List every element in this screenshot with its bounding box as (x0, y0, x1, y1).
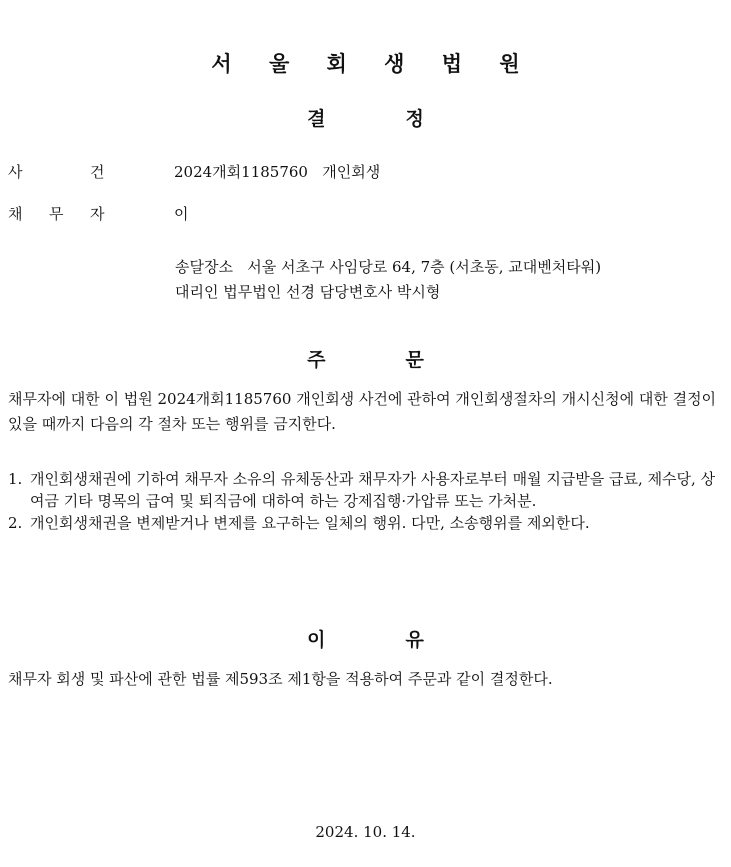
decision-heading (0, 104, 731, 131)
order-heading-char-1: 주 (307, 349, 326, 371)
debtor-name: 이 (174, 205, 189, 223)
decision-date: 2024. 10. 14. (315, 823, 416, 841)
court-name: 서 울 회 생 법 원 (211, 52, 535, 76)
list-item-text: 개인회생채권을 변제받거나 변제를 요구하는 일체의 행위. 다만, 소송행위를 제외한다. (30, 514, 590, 532)
case-label: 사 건 (8, 163, 105, 181)
decision-heading-char-2: 정 (405, 108, 424, 130)
representative-line: 대리인 법무법인 선경 담당변호사 박시형 (175, 283, 441, 301)
decision-heading-char-1: 결 (307, 108, 326, 130)
list-item (8, 468, 724, 512)
address-label: 송달장소 (175, 258, 233, 276)
list-item (8, 512, 724, 534)
order-items-list (8, 468, 724, 534)
address-line (175, 255, 601, 280)
list-item-text: 개인회생채권에 기하여 채무자 소유의 유체동산과 채무자가 사용자로부터 매월 지급받을 급료, 제수당, 상여금 기타 명목의 급여 및 퇴직금에 대하여 하는 강제집행·가압류 또는 가처분. (30, 470, 716, 510)
address-value: 서울 서초구 사임당로 64, 7층 (서초동, 교대벤처타워) (247, 258, 602, 276)
reason-heading (0, 625, 731, 652)
case-type: 개인회생 (322, 163, 381, 181)
reason-heading-char-2: 유 (405, 629, 424, 651)
order-text: 채무자에 대한 이 법원 2024개회1185760 개인회생 사건에 관하여 개인회생절차의 개시신청에 대한 결정이 있을 때까지 다음의 각 절차 또는 행위를 금지한다. (8, 390, 717, 433)
reason-heading-char-1: 이 (307, 629, 326, 651)
debtor-label: 채 무 자 (8, 205, 105, 223)
case-value (174, 161, 380, 182)
order-heading (0, 345, 731, 372)
reason-text: 채무자 회생 및 파산에 관한 법률 제593조 제1항을 적용하여 주문과 같이 결정한다. (8, 670, 553, 688)
order-heading-char-2: 문 (405, 349, 424, 371)
case-number: 2024개회1185760 (174, 163, 308, 181)
list-item-number: 2. (8, 514, 23, 532)
list-item-number: 1. (8, 470, 23, 488)
